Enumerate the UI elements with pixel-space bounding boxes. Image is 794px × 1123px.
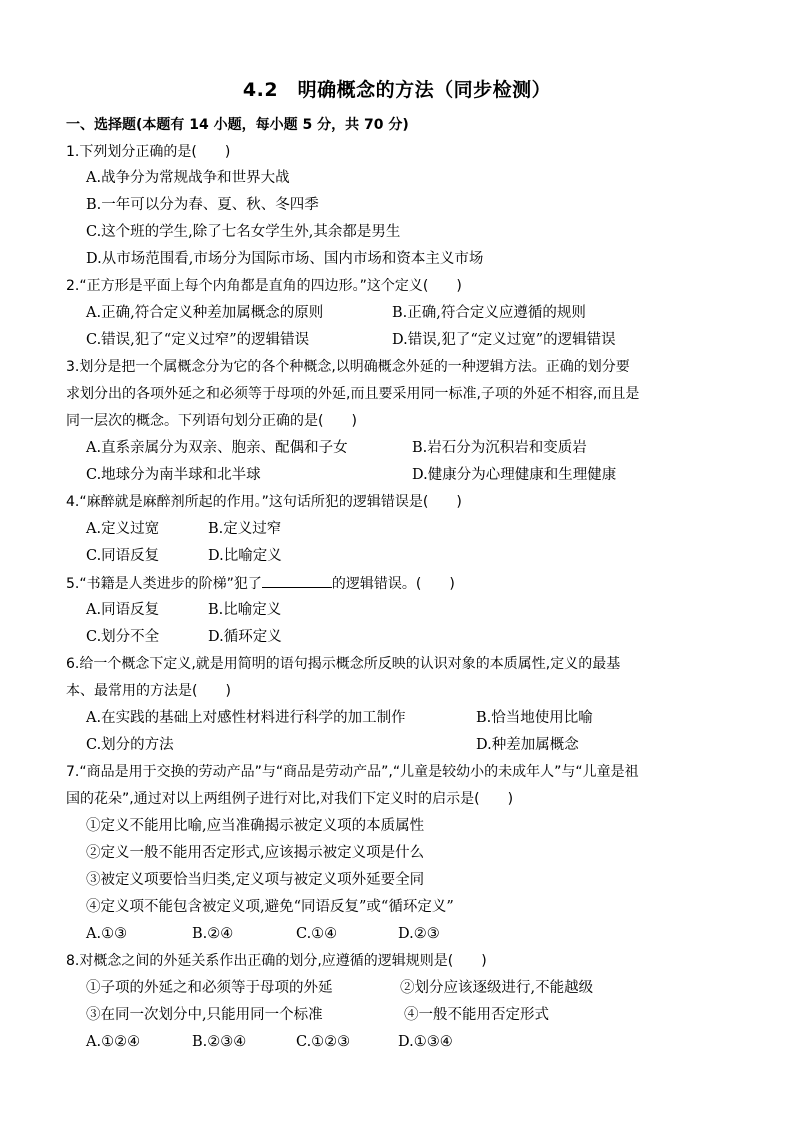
question-1-option-a: A.战争分为常规战争和世界大战 [86,170,290,186]
question-5-stem [66,573,455,594]
question-5-stem-pre: 5.“书籍是人类进步的阶梯”犯了 [66,576,262,592]
question-3-option-a: A.直系亲属分为双亲、胞亲、配偶和子女 [86,440,348,456]
question-2-option-c: C.错误,犯了“定义过窄”的逻辑错误 [86,332,310,348]
question-6-stem-line-2: 本、最常用的方法是( ) [66,683,231,699]
question-3-stem-line-2: 求划分出的各项外延之和必须等于母项的外延,而且要采用同一标准,子项的外延不相容,而且是 [66,386,640,402]
question-8-option-b: B.②③④ [192,1034,247,1050]
question-2-option-a: A.正确,符合定义种差加属概念的原则 [86,305,324,321]
answer-blank [262,573,332,588]
question-6-stem-line-1: 6.给一个概念下定义,就是用简明的语句揭示概念所反映的认识对象的本质属性,定义的最基 [66,656,621,672]
question-7-statement-1: ①定义不能用比喻,应当准确揭示被定义项的本质属性 [86,818,425,834]
question-8-option-a: A.①②④ [86,1034,141,1050]
question-7-stem-line-2: 国的花朵”,通过对以上两组例子进行对比,对我们下定义时的启示是( ) [66,791,514,807]
question-7-statement-2: ②定义一般不能用否定形式,应该揭示被定义项是什么 [86,845,425,861]
question-7-stem-line-1: 7.“商品是用于交换的劳动产品”与“商品是劳动产品”,“儿童是较幼小的未成年人”与“儿童是祖 [66,764,639,780]
question-5-stem-post: 的逻辑错误。( ) [331,576,455,592]
question-1-option-b: B.一年可以分为春、夏、秋、冬四季 [86,197,319,213]
question-1-option-c: C.这个班的学生,除了七名女学生外,其余都是男生 [86,224,401,240]
question-8-option-c: C.①②③ [296,1034,351,1050]
question-5-option-b: B.比喻定义 [208,602,282,618]
question-1-stem: 1.下列划分正确的是( ) [66,144,231,160]
question-7-statement-3: ③被定义项要恰当归类,定义项与被定义项外延要全同 [86,872,425,888]
question-4-option-d: D.比喻定义 [208,548,282,564]
question-3-stem-line-3: 同一层次的概念。下列语句划分正确的是( ) [66,413,357,429]
question-7-statement-4: ④定义项不能包含被定义项,避免“同语反复”或“循环定义” [86,899,454,915]
question-7-option-d: D.②③ [398,926,440,942]
question-6-option-a: A.在实践的基础上对感性材料进行科学的加工制作 [86,710,406,726]
question-2-option-d: D.错误,犯了“定义过宽”的逻辑错误 [392,332,616,348]
question-3-option-b: B.岩石分为沉积岩和变质岩 [412,440,587,456]
question-3-option-c: C.地球分为南半球和北半球 [86,467,261,483]
question-5-option-c: C.划分不全 [86,629,160,645]
question-8-stem: 8.对概念之间的外延关系作出正确的划分,应遵循的逻辑规则是( ) [66,953,487,969]
question-4-option-b: B.定义过窄 [208,521,282,537]
question-8-statement-4: ④一般不能用否定形式 [404,1007,549,1023]
question-7-option-a: A.①③ [86,926,128,942]
question-3-option-d: D.健康分为心理健康和生理健康 [412,467,617,483]
question-5-option-a: A.同语反复 [86,602,160,618]
question-8-statement-3: ③在同一次划分中,只能用同一个标准 [86,1007,323,1023]
page-title: 4.2 明确概念的方法（同步检测） [242,79,552,101]
question-8-statement-2: ②划分应该逐级进行,不能越级 [400,980,594,996]
question-6-option-b: B.恰当地使用比喻 [476,710,593,726]
section-heading: 一、选择题(本题有 14 小题，每小题 5 分，共 70 分) [66,117,409,133]
question-4-option-c: C.同语反复 [86,548,160,564]
question-7-option-c: C.①④ [296,926,338,942]
question-4-option-a: A.定义过宽 [86,521,160,537]
question-8-statement-1: ①子项的外延之和必须等于母项的外延 [86,980,333,996]
question-1-option-d: D.从市场范围看,市场分为国际市场、国内市场和资本主义市场 [86,251,484,267]
question-2-option-b: B.正确,符合定义应遵循的规则 [392,305,586,321]
question-8-option-d: D.①③④ [398,1034,453,1050]
question-4-stem: 4.“麻醉就是麻醉剂所起的作用。”这句话所犯的逻辑错误是( ) [66,494,462,510]
question-6-option-c: C.划分的方法 [86,737,174,753]
question-5-option-d: D.循环定义 [208,629,282,645]
question-6-option-d: D.种差加属概念 [476,737,579,753]
question-7-option-b: B.②④ [192,926,234,942]
question-3-stem-line-1: 3.划分是把一个属概念分为它的各个种概念,以明确概念外延的一种逻辑方法。正确的划分要 [66,359,630,375]
question-2-stem: 2.“正方形是平面上每个内角都是直角的四边形。”这个定义( ) [66,278,462,294]
